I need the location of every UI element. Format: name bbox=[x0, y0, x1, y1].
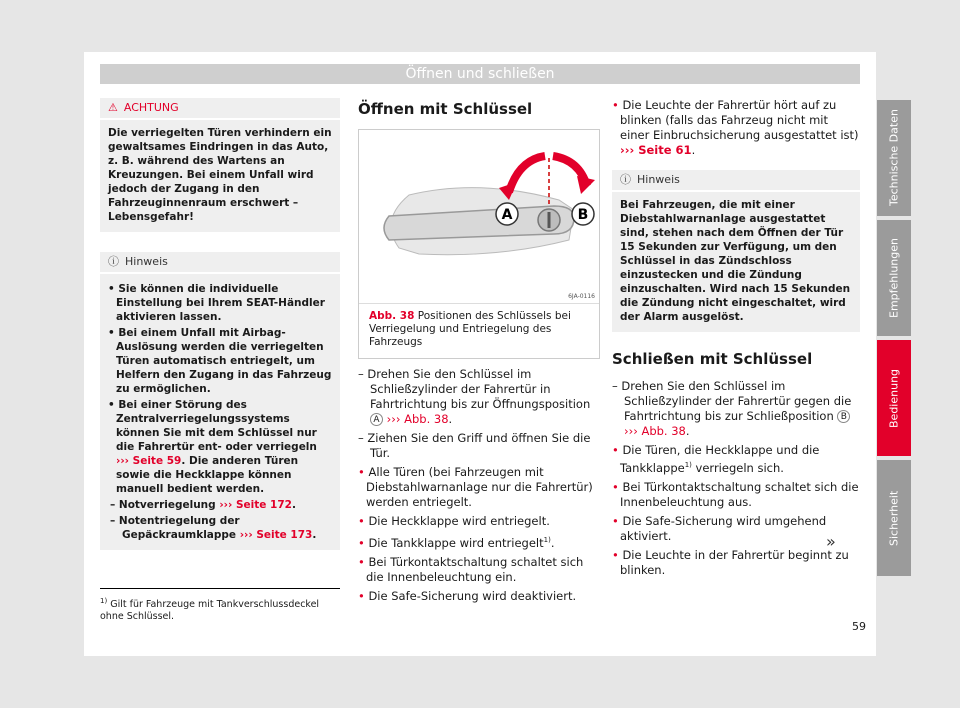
info-icon: ⓘ bbox=[620, 173, 631, 186]
page-header: Öffnen und schließen bbox=[100, 64, 860, 84]
result-item: • Die Türen, die Heckklappe und die Tankklappe$^{1)}$ verriegeln sich. bbox=[612, 443, 820, 475]
warning-triangle-icon: ⚠ bbox=[108, 101, 118, 114]
result-text: Die Safe-Sicherung wird umgehend aktiviert. bbox=[620, 513, 827, 543]
key-position-diagram bbox=[359, 130, 599, 304]
door-handle-illustration bbox=[359, 130, 599, 304]
info-icon: ⓘ bbox=[108, 255, 119, 268]
tab-sicherheit[interactable]: Sicherheit bbox=[877, 460, 911, 576]
hint-header-1 bbox=[100, 252, 340, 274]
step-item: – Drehen Sie den Schlüssel im Schließzylinder der Fahrertür gegen die Fahrtrichtung bis zur Schließposition B ››› Abb. 38. bbox=[612, 379, 852, 438]
result-item: • Alle Türen (bei Fahrzeugen mit Diebstahlwarnanlage nur die Fahrertür) werden entriegelt. bbox=[358, 465, 593, 509]
step-item: – Ziehen Sie den Griff und öffnen Sie die Tür. bbox=[358, 431, 591, 460]
figure-label: Abb. 38 bbox=[369, 310, 415, 322]
footnote-number: 1) bbox=[100, 597, 108, 605]
hint-text-2: Bei Fahrzeugen, die mit einer Diebstahlwarnanlage ausgestattet sind, stehen nach dem Öffnen der Tür 15 Sekunden zur Verfügung, um den Schlüssel in das Zündschloss einzustecken und die Zündung einzuschalten. Wird nach 15 Sekunden die Zündung nicht eingeschaltet, wird der Alarm ausgelöst. bbox=[620, 199, 851, 323]
warning-header bbox=[100, 98, 340, 120]
result-item: • Die Heckklappe wird entriegelt. bbox=[358, 514, 550, 528]
hint-bullet: • Sie können die individuelle Einstellung bei Ihrem SEAT-Händler aktivieren lassen. bbox=[108, 283, 325, 323]
step-text: Drehen Sie den Schlüssel im Schließzylinder der Fahrertür in Fahrtrichtung bis zur Öffnungsposition bbox=[367, 367, 591, 411]
column-1 bbox=[100, 98, 340, 570]
tab-bedienung[interactable]: Bedienung bbox=[877, 340, 911, 456]
column-2 bbox=[358, 98, 600, 604]
chapter-tabs bbox=[877, 100, 911, 580]
hint-bullet: • Bei einem Unfall mit Airbag-Auslösung werden die verriegelten Türen automatisch entriegelt, um Helfern den Zugang in das Fahrzeug zu ermöglichen. bbox=[108, 327, 332, 395]
open-steps bbox=[358, 367, 600, 604]
column-3 bbox=[612, 98, 860, 578]
marker-a-label: A bbox=[501, 207, 513, 223]
figure-link[interactable]: ››› Abb. 38 bbox=[624, 424, 686, 438]
step-item: – Drehen Sie den Schlüssel im Schließzylinder der Fahrertür in Fahrtrichtung bis zur Öffnungsposition A ››› Abb. 38. bbox=[358, 367, 591, 426]
hint-box-1 bbox=[100, 252, 340, 550]
marker-b-label: B bbox=[577, 207, 589, 223]
hint-bullet-text: . Die anderen Türen sowie die Heckklappe können manuell bedient werden. bbox=[116, 455, 299, 495]
page-link[interactable]: ››› Seite 61 bbox=[620, 143, 692, 157]
marker-a: A bbox=[370, 413, 383, 426]
hint-body-1 bbox=[100, 274, 340, 550]
step-text: Drehen Sie den Schlüssel im Schließzylinder der Fahrertür gegen die Fahrtrichtung bis zur Schließposition bbox=[621, 379, 852, 423]
hint-box-2 bbox=[612, 170, 860, 332]
result-text: Alle Türen (bei Fahrzeugen mit Diebstahlwarnanlage nur die Fahrertür) werden entriegelt. bbox=[366, 465, 593, 509]
hint-label-2: Hinweis bbox=[637, 173, 680, 186]
footnote bbox=[100, 588, 340, 623]
result-text: Die Leuchte in der Fahrertür beginnt zu blinken. bbox=[620, 547, 849, 577]
footnote-marker: 1) bbox=[684, 461, 692, 469]
page-link[interactable]: ››› Seite 172 bbox=[219, 499, 292, 511]
step-text: Ziehen Sie den Griff und öffnen Sie die Tür. bbox=[367, 431, 591, 460]
figure-caption bbox=[359, 304, 599, 355]
result-text: Die Safe-Sicherung wird deaktiviert. bbox=[368, 588, 577, 603]
page-number: 59 bbox=[852, 620, 866, 633]
result-item: • Bei Türkontaktschaltung schaltet sich die Innenbeleuchtung aus. bbox=[612, 479, 859, 509]
result-text: Die Tankklappe wird entriegelt bbox=[368, 535, 544, 550]
figure-caption-text: Positionen des Schlüssels bei Verriegelung und Entriegelung des Fahrzeugs bbox=[369, 310, 571, 348]
section-title-open: Öffnen mit Schlüssel bbox=[358, 100, 533, 118]
result-text: Bei Türkontaktschaltung schaltet sich die Innenbeleuchtung ein. bbox=[366, 554, 584, 584]
figure-link[interactable]: ››› Abb. 38 bbox=[386, 412, 449, 426]
page-link[interactable]: ››› Seite 173 bbox=[239, 529, 313, 541]
result-item: • Bei Türkontaktschaltung schaltet sich die Innenbeleuchtung ein. bbox=[358, 554, 584, 584]
continue-arrow-icon: » bbox=[826, 532, 836, 551]
result-text: Bei Türkontaktschaltung schaltet sich die Innenbeleuchtung aus. bbox=[620, 479, 859, 509]
hint-bullet-text: Bei einer Störung des Zentralverriegelungssystems können Sie mit dem Schlüssel nur die Fahrertür ent- oder verriegeln bbox=[116, 399, 317, 453]
hint-dash-item: – Notentriegelung der Gepäckraumklappe ››› Seite 173. bbox=[110, 515, 317, 541]
result-item: • Die Safe-Sicherung wird deaktiviert. bbox=[358, 588, 577, 603]
page-link[interactable]: ››› Seite 59 bbox=[116, 455, 182, 467]
result-item: • Die Tankklappe wird entriegelt$^{1)}$. bbox=[358, 535, 555, 550]
footnote-text: Gilt für Fahrzeuge mit Tankverschlussdeckel ohne Schlüssel. bbox=[100, 599, 320, 623]
hint-bullet-text: Bei einem Unfall mit Airbag-Auslösung werden die verriegelten Türen automatisch entriegelt, um Helfern den Zugang in das Fahrzeug zu ermöglichen. bbox=[116, 327, 332, 395]
footnote-marker: 1) bbox=[543, 536, 551, 544]
figure-38 bbox=[358, 129, 600, 359]
hint-label-1: Hinweis bbox=[125, 255, 168, 268]
hint-bullet-text: Sie können die individuelle Einstellung bei Ihrem SEAT-Händler aktivieren lassen. bbox=[116, 283, 325, 323]
marker-b: B bbox=[837, 410, 850, 423]
result-item: • Die Leuchte in der Fahrertür beginnt zu blinken. bbox=[612, 547, 849, 577]
hint-dash-item: – Notverriegelung ››› Seite 172. bbox=[110, 499, 296, 511]
section-title-close: Schließen mit Schlüssel bbox=[612, 350, 813, 368]
dash-text: Notentriegelung der Gepäckraumklappe bbox=[118, 515, 240, 541]
result-text: Die Türen, die Heckklappe und die Tankklappe bbox=[620, 443, 820, 475]
result-text: verriegeln sich. bbox=[695, 460, 784, 475]
warning-text: Die verriegelten Türen verhindern ein gewaltsames Eindringen in das Auto, z. B. während des Wartens an Kreuzungen. Bei einem Unfall wird jedoch der Zugang in den Fahrzeuginnenraum erschwert – Lebensgefahr! bbox=[108, 127, 332, 223]
hint-bullet: • Bei einer Störung des Zentralverriegelungssystems können Sie mit dem Schlüssel nur die Fahrertür ent- oder verriegeln ››› Seite 59. Die anderen Türen sowie die Heckklappe können manuell bedient werden. bbox=[108, 399, 317, 495]
warning-box bbox=[100, 98, 340, 232]
hint-header-2 bbox=[612, 170, 860, 192]
result-text: Die Leuchte der Fahrertür hört auf zu blinken (falls das Fahrzeug nicht mit einer Einbruchsicherung ausgestattet ist) bbox=[620, 98, 859, 142]
result-text: Die Heckklappe wird entriegelt. bbox=[368, 514, 550, 528]
figure-code: 6JA-0116 bbox=[568, 293, 595, 300]
warning-label: ACHTUNG bbox=[123, 101, 179, 114]
result-item: • Die Leuchte der Fahrertür hört auf zu blinken (falls das Fahrzeug nicht mit einer Einbruchsicherung ausgestattet ist) ››› Seite 61. bbox=[612, 98, 859, 157]
dash-text: Notverriegelung bbox=[118, 499, 216, 511]
result-item: • Die Safe-Sicherung wird umgehend aktiviert. bbox=[612, 513, 827, 543]
tab-empfehlungen[interactable]: Empfehlungen bbox=[877, 220, 911, 336]
tab-technische-daten[interactable]: Technische Daten bbox=[877, 100, 911, 216]
